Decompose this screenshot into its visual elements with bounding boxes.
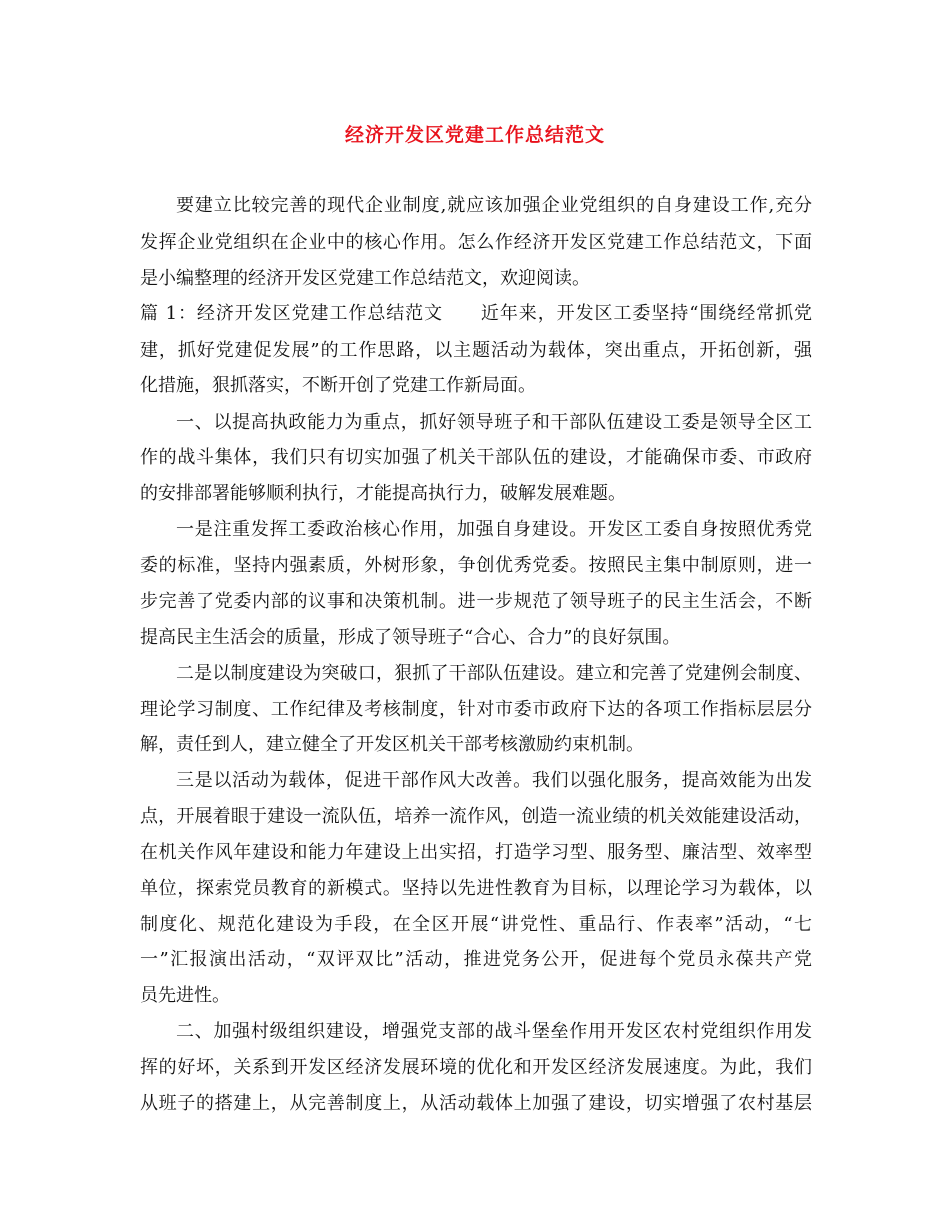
text-line: 一”汇报演出活动，“双评双比”活动，推进党务公开，促进每个党员永葆共产党 [140,949,812,970]
text-line: 是小编整理的经济开发区党建工作总结范文，欢迎阅读。 [140,268,590,289]
text-line: 一是注重发挥工委政治核心作用，加强自身建设。开发区工委自身按照优秀党 [176,519,812,540]
text-line: 建，抓好党建促发展”的工作思路，以主题活动为载体，突出重点，开拓创新，强 [140,340,812,361]
text-line: 解，责任到人，建立健全了开发区机关干部考核激励约束机制。 [140,734,644,755]
text-line: 要建立比较完善的现代企业制度,就应该加强企业党组织的自身建设工作,充分 [176,195,812,216]
text-line: 一、以提高执政能力为重点，抓好领导班子和干部队伍建设工委是领导全区工 [176,412,812,433]
text-line: 三是以活动为载体，促进干部作风大改善。我们以强化服务，提高效能为出发 [176,770,812,791]
text-line: 委的标准，坚持内强素质，外树形象，争创优秀党委。按照民主集中制原则，进一 [140,555,812,576]
text-line: 挥的好坏，关系到开发区经济发展环境的优化和开发区经济发展速度。为此，我们 [140,1057,812,1078]
text-line: 作的战斗集体，我们只有切实加强了机关干部队伍的建设，才能确保市委、市政府 [140,447,812,468]
text-line: 单位，探索党员教育的新模式。坚持以先进性教育为目标，以理论学习为载体，以 [140,878,812,899]
document-title: 经济开发区党建工作总结范文 [344,124,605,146]
text-line: 提高民主生活会的质量，形成了领导班子“合心、合力”的良好氛围。 [140,627,681,648]
text-line: 在机关作风年建设和能力年建设上出实招，打造学习型、服务型、廉洁型、效率型 [140,842,812,863]
text-line: 步完善了党委内部的议事和决策机制。进一步规范了领导班子的民主生活会，不断 [140,591,812,612]
text-line: 理论学习制度、工作纪律及考核制度，针对市委市政府下达的各项工作指标层层分 [140,699,812,720]
text-line: 化措施，狠抓落实，不断开创了党建工作新局面。 [140,375,536,396]
text-line: 的安排部署能够顺利执行，才能提高执行力，破解发展难题。 [140,483,626,504]
text-line: 员先进性。 [140,985,230,1006]
text-line: 从班子的搭建上，从完善制度上，从活动载体上加强了建设，切实增强了农村基层 [140,1093,812,1114]
text-line: 制度化、规范化建设为手段，在全区开展“讲党性、重品行、作表率”活动，“七 [140,914,812,935]
text-line: 二、加强村级组织建设，增强党支部的战斗堡垒作用开发区农村党组织作用发 [176,1021,812,1042]
text-line: 点，开展着眼于建设一流队伍，培养一流作风，创造一流业绩的机关效能建设活动， [140,806,812,827]
text-line: 篇 1：经济开发区党建工作总结范文 近年来，开发区工委坚持“围绕经常抓党 [140,303,812,324]
text-line: 二是以制度建设为突破口，狠抓了干部队伍建设。建立和完善了党建例会制度、 [176,663,812,684]
text-line: 发挥企业党组织在企业中的核心作用。怎么作经济开发区党建工作总结范文，下面 [140,232,812,253]
